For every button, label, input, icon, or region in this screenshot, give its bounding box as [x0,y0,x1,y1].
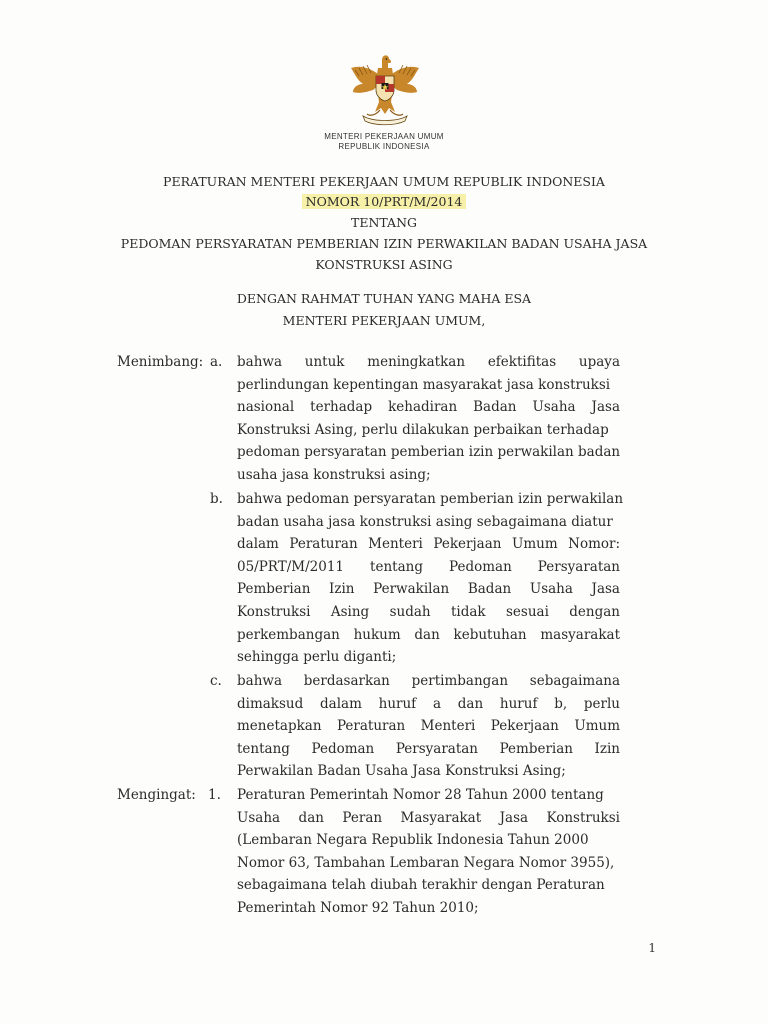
text-line: dimaksud dalam huruf a dan huruf b, perlu [237,695,620,712]
menimbang-item-c [237,670,620,783]
regulation-title: PERATURAN MENTERI PEKERJAAN UMUM REPUBLIK INDONESIA [163,174,605,189]
text-line: bahwa pedoman persyaratan pemberian izin perwakilan [237,491,624,507]
ministry-line-1: MENTERI PEKERJAAN UMUM [324,132,444,141]
text-line: dalam Peraturan Menteri Pekerjaan Umum Nomor: [237,536,620,553]
blessing-line: DENGAN RAHMAT TUHAN YANG MAHA ESA [236,291,532,306]
text-line: Perwakilan Badan Usaha Jasa Konstruksi Asing; [237,763,566,780]
text-line: menetapkan Peraturan Menteri Pekerjaan Umum [237,718,620,735]
regulation-number: NOMOR 10/PRT/M/2014 [302,194,467,209]
text-line: Pemberian Izin Perwakilan Badan Usaha Jasa [237,581,620,598]
ministry-line-2: REPUBLIK INDONESIA [338,142,430,151]
page-number: 1 [648,941,656,955]
mengingat-marker-1: 1. [208,787,221,803]
text-line: (Lembaran Negara Republik Indonesia Tahun 2000 [237,832,589,849]
mengingat-label: Mengingat: [117,787,196,803]
regulation-number-line [84,194,684,210]
text-line: Pemerintah Nomor 92 Tahun 2010; [237,899,479,916]
text-line: bahwa untuk meningkatkan efektifitas upaya [237,354,620,370]
text-line: Konstruksi Asing, perlu dilakukan perbaikan terhadap [237,421,609,438]
text-line: bahwa berdasarkan pertimbangan sebagaimana [237,673,620,689]
text-line: Usaha dan Peran Masyarakat Jasa Konstruksi [237,809,620,826]
text-line: perlindungan kepentingan masyarakat jasa konstruksi [237,376,611,393]
text-line: tentang Pedoman Persyaratan Pemberian Izin [237,740,620,757]
menimbang-marker-b: b. [210,491,223,507]
menimbang-marker-c: c. [210,673,222,689]
menimbang-marker-a: a. [210,354,223,370]
text-line: sebagaimana telah diubah terakhir dengan Peraturan [237,877,605,894]
menimbang-item-b [237,488,624,669]
text-line: Nomor 63, Tambahan Lembaran Negara Nomor 3955), [237,854,615,871]
mengingat-item-1 [237,784,620,920]
menimbang-item-a [237,351,620,487]
subject-line-2: KONSTRUKSI ASING [315,257,453,272]
text-line: nasional terhadap kehadiran Badan Usaha Jasa [237,399,620,416]
subject-line-1: PEDOMAN PERSYARATAN PEMBERIAN IZIN PERWAKILAN BADAN USAHA JASA [120,236,648,251]
menimbang-label: Menimbang: [117,354,204,370]
minister-line: MENTERI PEKERJAAN UMUM, [282,313,486,328]
text-line: perkembangan hukum dan kebutuhan masyarakat [237,626,620,643]
text-line: badan usaha jasa konstruksi asing sebagaimana diatur [237,513,613,530]
text-line: 05/PRT/M/2011 tentang Pedoman Persyaratan [237,558,620,575]
about-heading: TENTANG [350,215,417,230]
text-line: Peraturan Pemerintah Nomor 28 Tahun 2000 tentang [237,787,604,803]
text-line: pedoman persyaratan pemberian izin perwakilan badan [237,444,621,461]
text-line: usaha jasa konstruksi asing; [237,466,431,483]
text-line: sehingga perlu diganti; [237,649,397,666]
garuda-emblem-icon [345,50,425,128]
text-line: Konstruksi Asing sudah tidak sesuai dengan [237,603,620,620]
